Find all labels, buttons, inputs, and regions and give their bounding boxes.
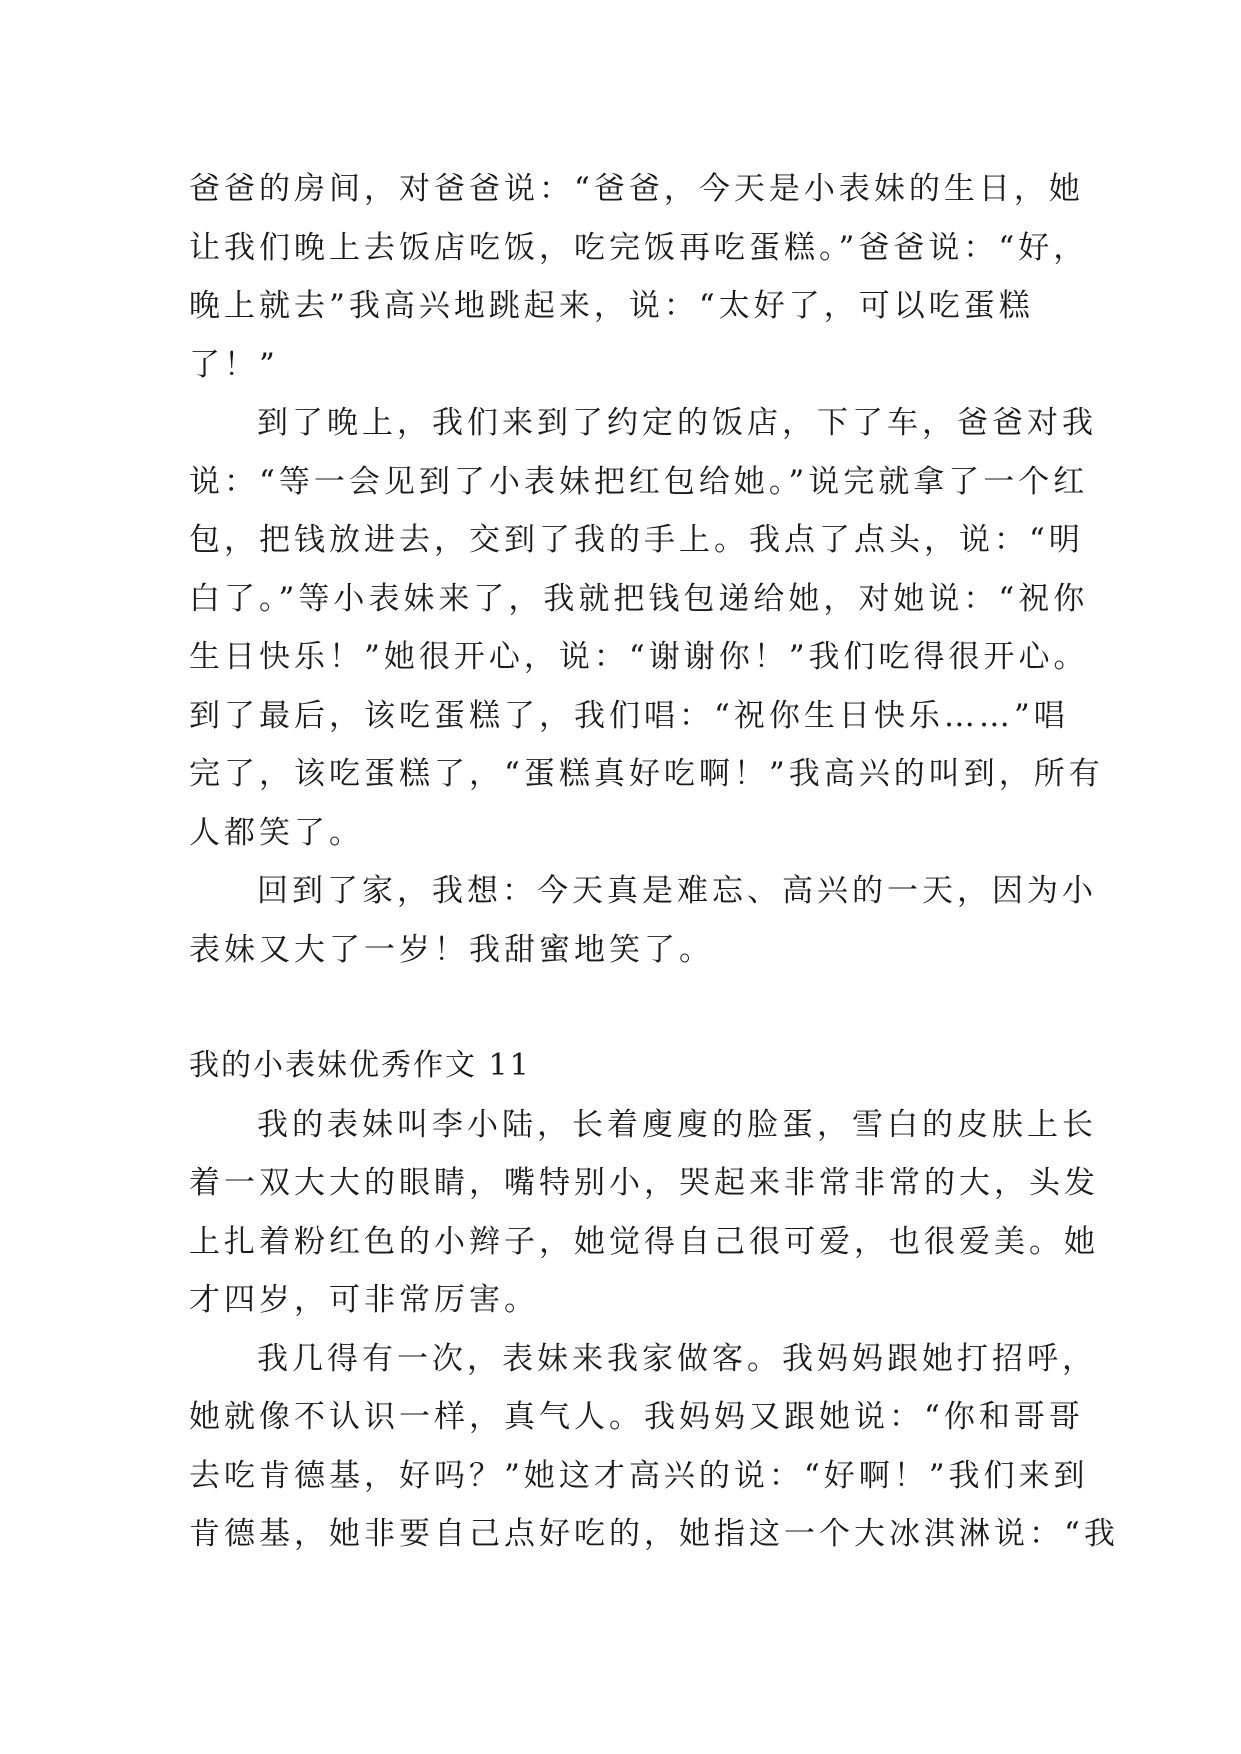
text-line: 到了晚上，我们来到了约定的饭店，下了车，爸爸对我 — [257, 405, 1097, 441]
document-page — [189, 160, 1119, 1564]
paragraph — [189, 394, 1104, 862]
text-line: 表妹又大了一岁！我甜蜜地笑了。 — [189, 931, 714, 968]
paragraph — [189, 1096, 1099, 1330]
text-line: 爸爸的房间，对爸爸说：“爸爸，今天是小表妹的生日，她 — [189, 171, 1084, 207]
paragraph — [189, 1330, 1119, 1564]
text-line: 晚上就去”我高兴地跳起来，说：“太好了，可以吃蛋糕 — [189, 288, 1034, 324]
text-line: 人都笑了。 — [189, 814, 364, 851]
text-line: 肯德基，她非要自己点好吃的，她指这一个大冰淇淋说：“我 — [189, 1516, 1119, 1552]
text-line: 让我们晚上去饭店吃饭，吃完饭再吃蛋糕。”爸爸说：“好， — [189, 229, 1089, 266]
text-line: 白了。”等小表妹来了，我就把钱包递给她，对她说：“祝你 — [189, 580, 1089, 617]
text-line: 生日快乐！”她很开心，说：“谢谢你！”我们吃得很开心。 — [189, 639, 1089, 675]
text-line: 说：“等一会见到了小表妹把红包给她。”说完就拿了一个红 — [189, 463, 1089, 500]
text-line: 上扎着粉红色的小辫子，她觉得自己很可爱，也很爱美。她 — [189, 1223, 1099, 1260]
section-heading: 我的小表妹优秀作文 11 — [189, 1048, 531, 1083]
text-line: 我的表妹叫李小陆，长着廋廋的脸蛋，雪白的皮肤上长 — [257, 1106, 1097, 1143]
text-line: 包，把钱放进去，交到了我的手上。我点了点头，说：“明 — [189, 522, 1084, 558]
text-line: 去吃肯德基，好吗？”她这才高兴的说：“好啊！”我们来到 — [189, 1457, 1089, 1494]
section-gap — [189, 979, 1049, 1037]
text-line: 回到了家，我想：今天真是难忘、高兴的一天，因为小 — [257, 873, 1097, 909]
text-line: 她就像不认识一样，真气人。我妈妈又跟她说：“你和哥哥 — [189, 1399, 1084, 1435]
paragraph — [189, 862, 1097, 979]
text-line: 到了最后，该吃蛋糕了，我们唱：“祝你生日快乐……”唱 — [189, 697, 1069, 734]
text-line: 我几得有一次，表妹来我家做客。我妈妈跟她打招呼， — [257, 1340, 1097, 1377]
text-line: 才四岁，可非常厉害。 — [189, 1282, 539, 1318]
paragraph — [189, 160, 1089, 394]
text-line: 完了，该吃蛋糕了，“蛋糕真好吃啊！”我高兴的叫到，所有 — [189, 756, 1104, 792]
text-line: 了！” — [189, 346, 279, 383]
text-line: 着一双大大的眼睛，嘴特别小，哭起来非常非常的大，头发 — [189, 1165, 1099, 1201]
